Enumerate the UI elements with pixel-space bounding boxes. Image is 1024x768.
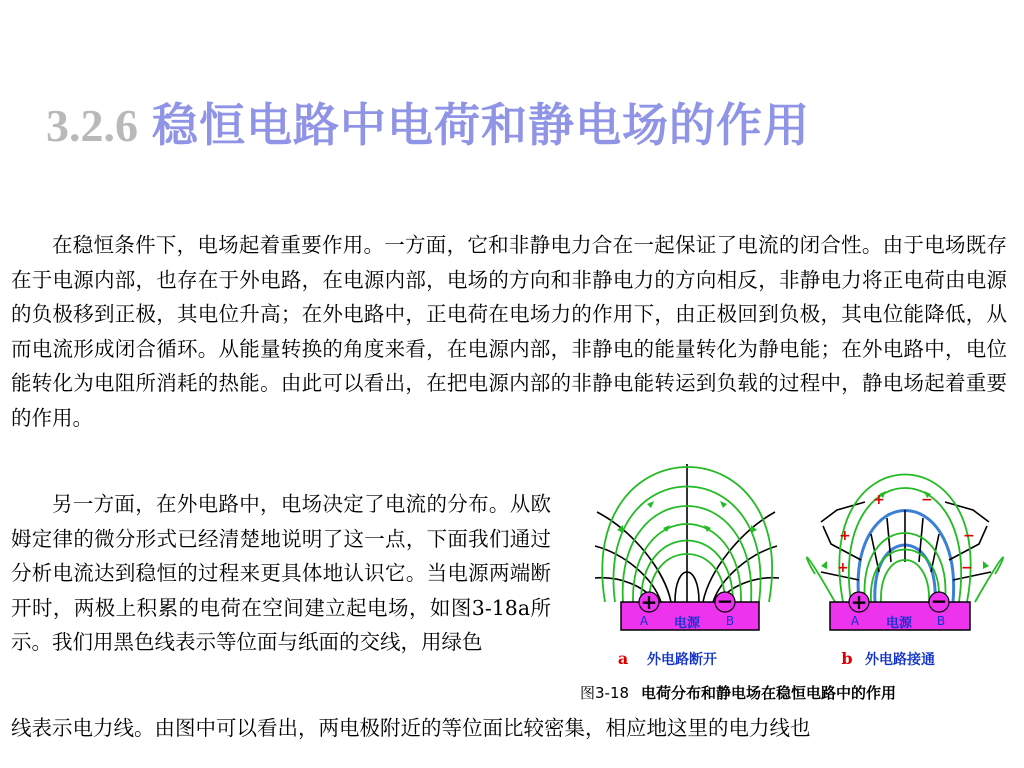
panel-a-label: 外电路断开 bbox=[647, 652, 717, 668]
paragraph-3: 线表示电力线。由图中可以看出，两电极附近的等位面比较密集，相应地这里的电力线也 bbox=[11, 716, 811, 740]
caption-number: 图3-18 bbox=[580, 684, 630, 702]
panel-b-source-label: 电源 bbox=[885, 616, 913, 631]
panel-a-terminal-a: A bbox=[639, 614, 649, 628]
section-title: 稳恒电路中电荷和静电场的作用 bbox=[152, 98, 810, 152]
panel-b-charge-minus-3: − bbox=[961, 560, 973, 576]
panel-b-label: 外电路接通 bbox=[865, 652, 935, 668]
slide-title bbox=[46, 98, 810, 152]
panel-b-charge-plus-2: + bbox=[839, 528, 851, 544]
panel-a-minus-sign: − bbox=[716, 589, 734, 613]
panel-a-letter: a bbox=[617, 649, 629, 668]
figure-3-18 bbox=[575, 462, 1019, 710]
section-number: 3.2.6 bbox=[46, 100, 138, 151]
panel-a bbox=[595, 464, 779, 668]
panel-b-plus-sign: + bbox=[850, 590, 868, 614]
panel-b-charge-plus-1: + bbox=[873, 492, 885, 508]
figure-caption bbox=[580, 682, 896, 703]
caption-title: 电荷分布和静电场在稳恒电路中的作用 bbox=[641, 684, 897, 702]
panel-b-terminal-a: A bbox=[850, 614, 860, 628]
panel-b-charge-plus-3: + bbox=[837, 560, 849, 576]
panel-b-charge-minus-2: − bbox=[963, 528, 975, 544]
panel-a-terminal-b: B bbox=[725, 614, 735, 628]
paragraph-1: 在稳恒条件下，电场起着重要作用。一方面，它和非静电力合在一起保证了电流的闭合性。由于电场既存在于电源内部，也存在于外电路，在电源内部，电场的方向和非静电力的方向相反，非静电力将正电荷由电源的负极移到正极，其电位升高；在外电路中，正电荷在电场力的作用下，由正极回到负极，其电位能降低，从而电流形成闭合循环。从能量转换的角度来看，在电源内部，非静电的能量转化为静电能；在外电路中，电位能转化为电阻所消耗的热能。由此可以看出，在把电源内部的非静电能转运到负载的过程中，静电场起着重要的作用。 bbox=[11, 233, 1007, 430]
panel-a-source-label: 电源 bbox=[673, 616, 701, 631]
panel-b-charge-minus-1: − bbox=[921, 492, 933, 508]
panel-b-letter: b bbox=[841, 649, 853, 668]
paragraph-2: 另一方面，在外电路中，电场决定了电流的分布。从欧姆定律的微分形式已经清楚地说明了这一点，下面我们通过分析电流达到稳恒的过程来更具体地认识它。当电源两端断开时，两极上积累的电荷在空间建立起电场，如图3-18a所示。我们用黑色线表示等位面与纸面的交线，用绿色 bbox=[11, 492, 551, 654]
panel-b-minus-sign: − bbox=[930, 589, 948, 613]
panel-a-plus-sign: + bbox=[640, 590, 658, 614]
panel-b bbox=[807, 475, 1003, 669]
panel-b-terminal-b: B bbox=[936, 614, 946, 628]
